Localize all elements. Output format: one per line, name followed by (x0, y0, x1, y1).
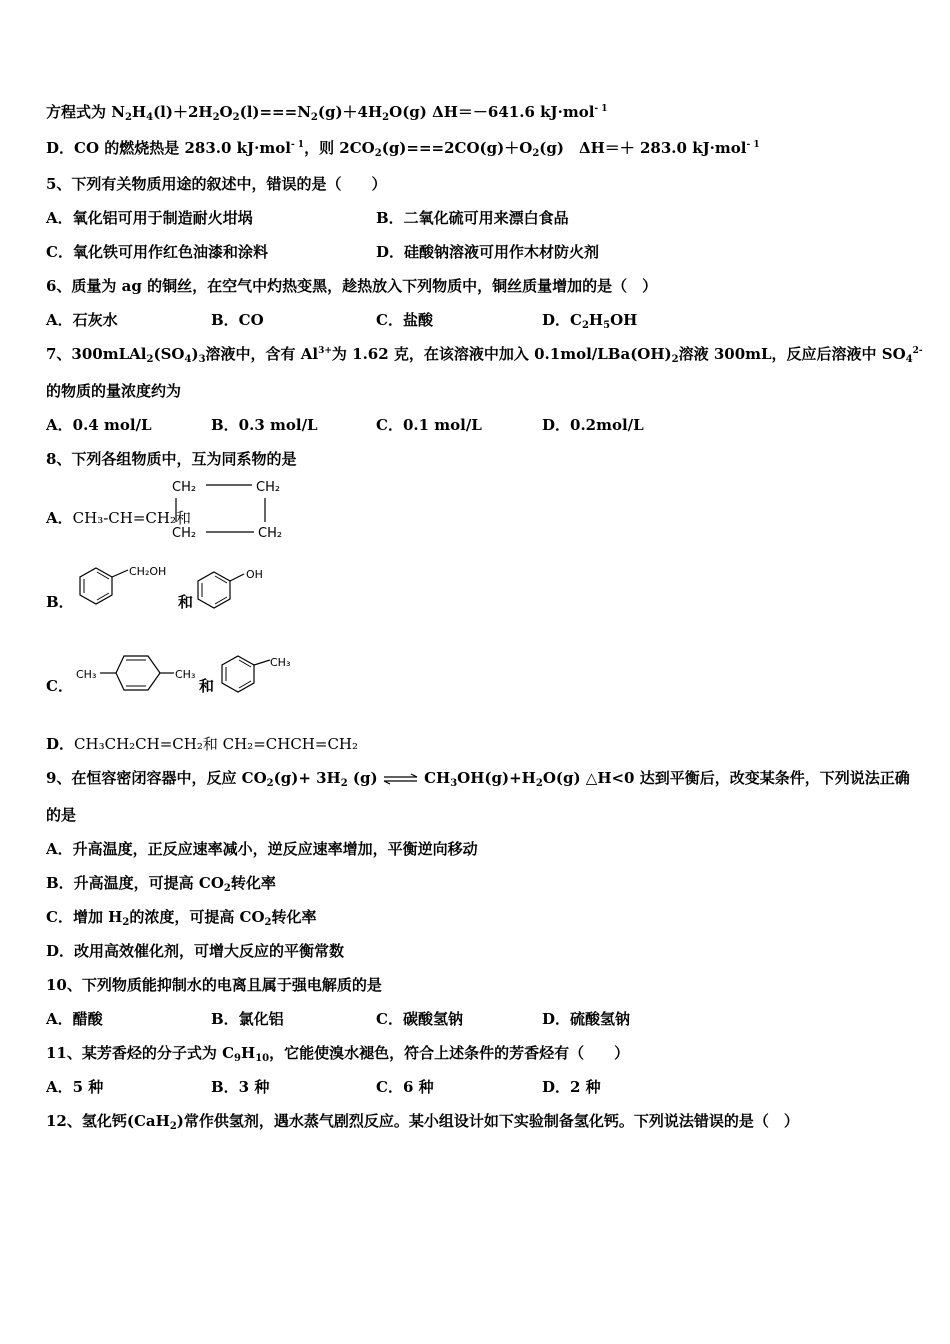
q6-option-a: A．石灰水 (46, 311, 118, 329)
benzyl-alcohol-structure (72, 562, 182, 614)
q8c-and: 和 (199, 677, 215, 695)
q9-option-c: C．增加 $H_2$的浓度，可提高 $CO_2$转化率 (46, 908, 317, 928)
question-10: 10、下列物质能抑制水的电离且属于强电解质的是 (46, 976, 382, 994)
q6-option-d: D．$C_2H_5OH$ (542, 311, 638, 331)
question-7-line2: 的物质的量浓度约为 (46, 382, 182, 400)
q11-option-c: C．6 种 (376, 1078, 434, 1096)
toluene-structure (214, 650, 304, 698)
mol-ch3: CH₃ (270, 656, 291, 669)
q10-option-a: A．醋酸 (46, 1010, 103, 1028)
q7-option-b: B．0.3 mol/L (211, 416, 318, 434)
q9-option-a: A．升高温度，正反应速率减小，逆反应速率增加，平衡逆向移动 (46, 840, 478, 858)
q6-option-b: B．CO (211, 311, 264, 329)
equation-line: 方程式为 $N_2H_4(l)+2H_2O_2(l)===N_2(g)+4H_2O(g)$ ΔH＝－641.6 kJ·mol$^{- 1}$ (46, 103, 608, 123)
q8b-and: 和 (178, 593, 194, 611)
q7-option-d: D．0.2mol/L (542, 416, 644, 434)
mol-ch2-bl: CH₂ (172, 526, 197, 541)
q10-option-c: C．碳酸氢钠 (376, 1010, 463, 1028)
q9-option-b: B．升高温度，可提高 $CO_2$转化率 (46, 874, 276, 894)
question-9-line2: 的是 (46, 806, 77, 824)
q5-option-a: A．氧化铝可用于制造耐火坩埚 (46, 209, 253, 227)
option-d-line: D．CO 的燃烧热是 283.0 kJ·mol$^{- 1}$，则 $2CO_2(g)===2CO(g)+O_2(g)$ ΔH＝＋ 283.0 kJ·mol$^{- 1}$ (46, 139, 760, 159)
mol-ch2oh: CH₂OH (129, 565, 167, 578)
question-8: 8、下列各组物质中，互为同系物的是 (46, 450, 297, 468)
q8-option-a: A．CH₃-CH=CH₂和 (46, 509, 191, 527)
q10-option-d: D．硫酸氢钠 (542, 1010, 631, 1028)
phenol-structure (190, 562, 280, 614)
q11-option-d: D．2 种 (542, 1078, 601, 1096)
q8-option-c: C． (46, 677, 73, 695)
cyclobutane-structure (168, 474, 298, 546)
q5-option-c: C．氧化铁可用作红色油漆和涂料 (46, 243, 268, 261)
question-7: 7、$300mLAl_2(SO_4)_3$溶液中，含有 $Al^{3+}$为 1.62 克，在该溶液中加入 $0.1mol/LBa(OH)_2$溶液 300mL，反应后溶液中 $SO_4^{2-}$ (46, 345, 923, 365)
q5-option-d: D．硅酸钠溶液可用作木材防火剂 (376, 243, 600, 261)
mol-ch3-right: CH₃ (175, 668, 196, 681)
q7-option-c: C．0.1 mol/L (376, 416, 482, 434)
p-xylene-structure (74, 648, 204, 698)
question-9: 9、在恒容密闭容器中，反应 $CO_2(g)+ 3H_2$ (g) $CH_3OH(g)+H_2O(g)$ △H<0 达到平衡后，改变某条件，下列说法正确 (46, 769, 910, 789)
q8-option-d: D．CH₃CH₂CH=CH₂和 CH₂=CHCH=CH₂ (46, 735, 359, 753)
question-11: 11、某芳香烃的分子式为 $C_9H_{10}$，它能使溴水褪色，符合上述条件的芳香烃有（ ） (46, 1044, 630, 1064)
question-6: 6、质量为 ag 的铜丝，在空气中灼热变黑，趁热放入下列物质中，铜丝质量增加的是（ ） (46, 277, 658, 295)
q10-option-b: B．氯化铝 (211, 1010, 284, 1028)
mol-ch2-tr: CH₂ (256, 480, 281, 495)
question-12: 12、氢化钙(CaH$_2$)常作供氢剂，遇水蒸气剧烈反应。某小组设计如下实验制备氢化钙。下列说法错误的是（ ） (46, 1112, 799, 1132)
question-5: 5、下列有关物质用途的叙述中，错误的是（ ） (46, 175, 387, 193)
q9-option-d: D．改用高效催化剂，可增大反应的平衡常数 (46, 942, 345, 960)
q11-option-a: A．5 种 (46, 1078, 104, 1096)
q7-option-a: A．0.4 mol/L (46, 416, 152, 434)
mol-ch2-br: CH₂ (258, 526, 283, 541)
q6-option-c: C．盐酸 (376, 311, 433, 329)
mol-ch2-tl: CH₂ (172, 480, 197, 495)
q11-option-b: B．3 种 (211, 1078, 270, 1096)
equilibrium-arrow-icon (383, 773, 419, 785)
mol-oh: OH (246, 568, 263, 581)
mol-ch3-left: CH₃ (76, 668, 97, 681)
q8-option-b: B． (46, 593, 74, 611)
q5-option-b: B．二氧化硫可用来漂白食品 (376, 209, 569, 227)
